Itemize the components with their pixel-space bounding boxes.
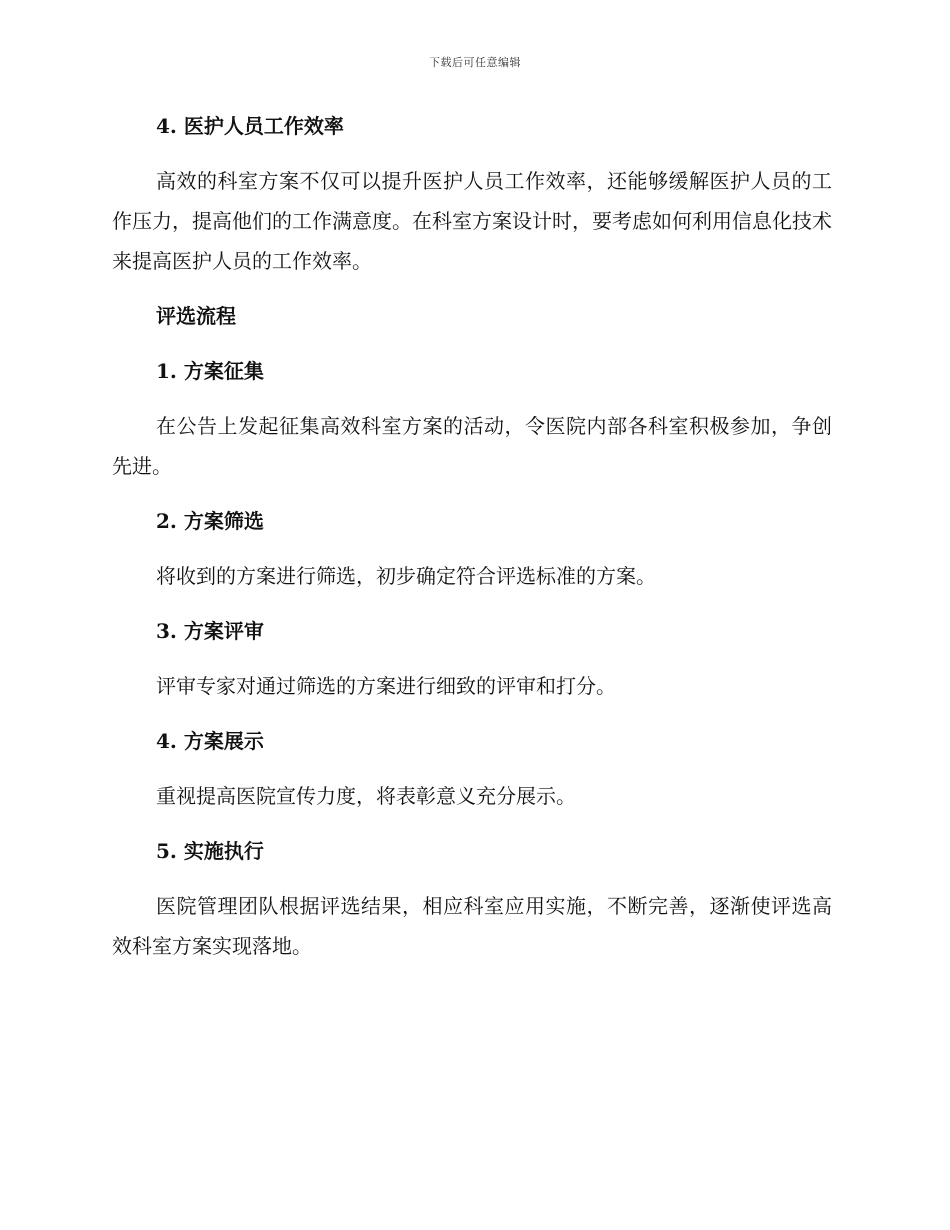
- step-paragraph-implementation: 医院管理团队根据评选结果，相应科室应用实施，不断完善，逐渐使评选高效科室方案实现落地。: [112, 894, 832, 958]
- step-heading-showcase: 4. 方案展示: [156, 729, 264, 753]
- step-paragraph-collection: 在公告上发起征集高效科室方案的活动，令医院内部各科室积极参加，争创先进。: [112, 414, 832, 478]
- step-paragraph-review: 评审专家对通过筛选的方案进行细致的评审和打分。: [156, 674, 616, 698]
- spacer: [112, 281, 832, 296]
- spacer: [112, 486, 832, 501]
- section-heading-efficiency: 4. 医护人员工作效率: [156, 114, 344, 138]
- spacer: [112, 541, 832, 556]
- spacer: [112, 391, 832, 406]
- spacer: [112, 596, 832, 611]
- section-heading-process: 评选流程: [156, 304, 236, 328]
- spacer: [112, 871, 832, 886]
- page-header-note: 下载后可任意编辑: [429, 56, 521, 69]
- spacer: [112, 651, 832, 666]
- section-paragraph-efficiency: 高效的科室方案不仅可以提升医护人员工作效率，还能够缓解医护人员的工作压力，提高他们的工作满意度。在科室方案设计时，要考虑如何利用信息化技术来提高医护人员的工作效率。: [112, 169, 832, 273]
- spacer: [112, 706, 832, 721]
- step-paragraph-showcase: 重视提高医院宣传力度，将表彰意义充分展示。: [156, 784, 576, 808]
- spacer: [112, 336, 832, 351]
- step-heading-screening: 2. 方案筛选: [156, 509, 264, 533]
- spacer: [112, 761, 832, 776]
- spacer: [112, 816, 832, 831]
- spacer: [112, 146, 832, 161]
- step-paragraph-screening: 将收到的方案进行筛选，初步确定符合评选标准的方案。: [156, 564, 656, 588]
- step-heading-review: 3. 方案评审: [156, 619, 264, 643]
- document-body: [112, 106, 832, 966]
- step-heading-implementation: 5. 实施执行: [156, 839, 264, 863]
- step-heading-collection: 1. 方案征集: [156, 359, 264, 383]
